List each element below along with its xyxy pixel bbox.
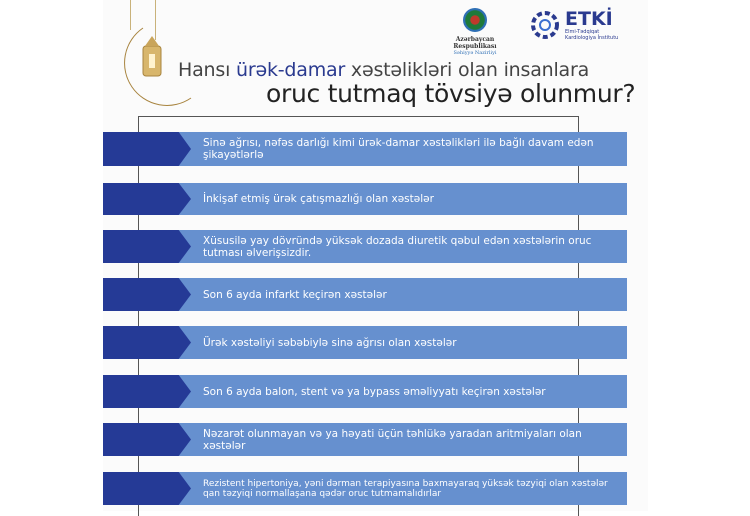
etki-name: ETKİ	[565, 7, 613, 30]
list-item	[103, 375, 627, 408]
list-item-text: Rezistent hipertoniya, yəni dərman terapiyasına baxmayaraq yüksək təzyiqi olan xəstələr qan təzyiqi normallaşana qədər oruc tutmamalıdırlar	[203, 478, 608, 499]
etki-emblem-icon	[528, 8, 562, 42]
list-item	[103, 278, 627, 311]
ministry-subname: Səhiyyə Nazirliyi	[453, 50, 497, 56]
title-part: xəstəlikləri olan insanlara	[345, 59, 590, 81]
title-highlight: ürək-damar	[236, 59, 346, 81]
list-item-text: Sinə ağrısı, nəfəs darlığı kimi ürək-damar xəstəlikləri ilə bağlı davam edən şikayətlərlə	[203, 137, 594, 161]
etki-line2: Kardiologiya İnstitutu	[565, 34, 619, 41]
ministry-logo	[440, 8, 510, 56]
emblem-icon	[463, 8, 487, 32]
ministry-name: Azərbaycan Respublikası	[453, 36, 497, 50]
list-item-text: Son 6 ayda balon, stent və ya bypass əməliyyatı keçirən xəstələr	[203, 385, 546, 398]
list-item	[103, 183, 627, 215]
arrow-marker	[103, 278, 191, 311]
title-line1	[178, 59, 589, 81]
list-item	[103, 423, 627, 456]
list-item-text: İnkişaf etmiş ürək çatışmazlığı olan xəstələr	[203, 193, 434, 205]
etki-logo	[528, 8, 618, 42]
title-part: Hansı	[178, 59, 236, 81]
list-item-text: Nəzarət olunmayan və ya həyati üçün təhlükə yaradan aritmiyaları olan xəstələr	[203, 427, 582, 452]
list-item	[103, 326, 627, 359]
arrow-marker	[103, 472, 191, 505]
arrow-marker	[103, 423, 191, 456]
list-item	[103, 230, 627, 263]
arrow-marker	[103, 230, 191, 263]
arrow-marker	[103, 132, 191, 166]
list-item-text: Xüsusilə yay dövründə yüksək dozada diuretik qəbul edən xəstələrin oruc tutması əlverişsizdir.	[203, 234, 592, 259]
etki-line1: Elmi-Tədqiqat	[565, 28, 600, 35]
list-item-text: Son 6 ayda infarkt keçirən xəstələr	[203, 288, 387, 301]
list-frame	[138, 116, 579, 516]
list-item-text: Ürək xəstəliyi səbəbiylə sinə ağrısı olan xəstələr	[203, 336, 457, 349]
arrow-marker	[103, 183, 191, 215]
title-line2: oruc tutmaq tövsiyə olunmur?	[266, 79, 636, 108]
list-item	[103, 132, 627, 166]
list-item	[103, 472, 627, 505]
arrow-marker	[103, 326, 191, 359]
arrow-marker	[103, 375, 191, 408]
